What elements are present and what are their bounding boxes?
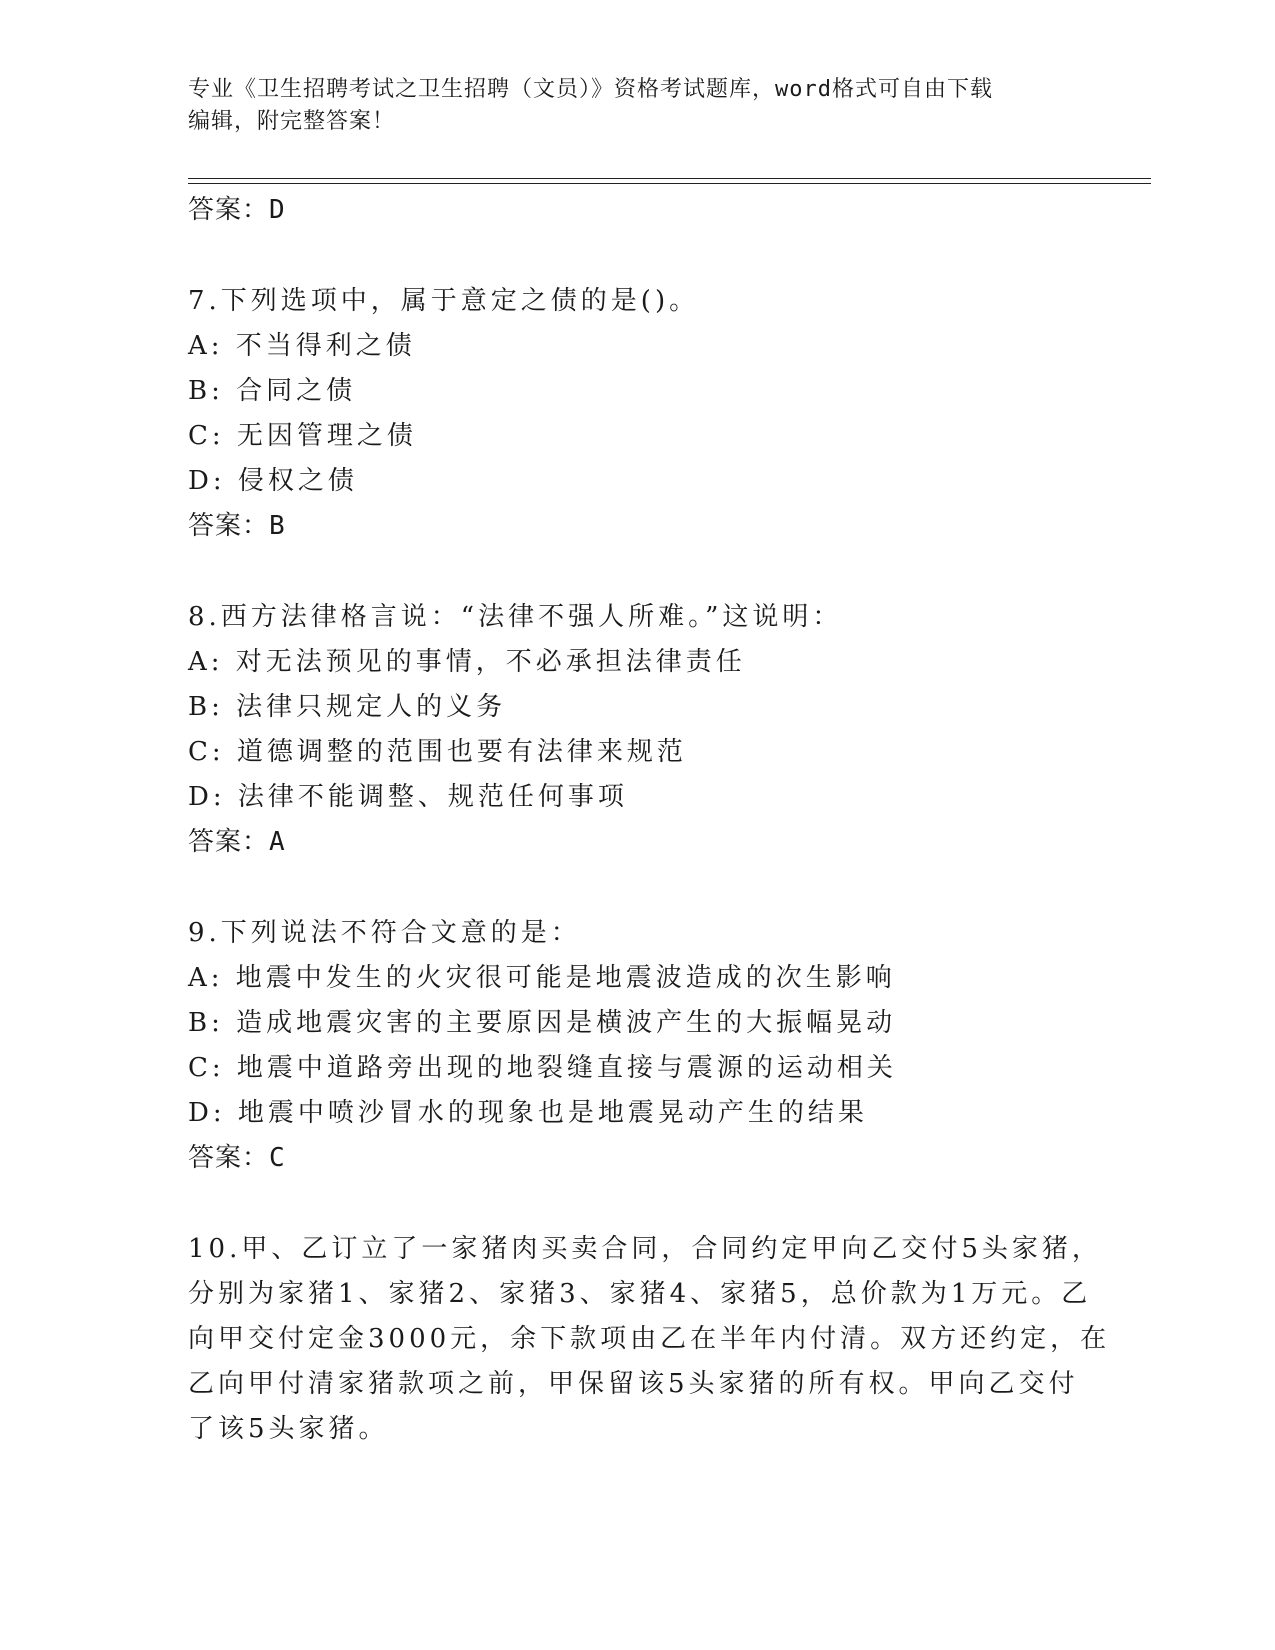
question-text-line: 向甲交付定金3000元，余下款项由乙在半年内付清。双方还约定，在 <box>188 1324 1111 1354</box>
option-c: C: 地震中道路旁出现的地裂缝直接与震源的运动相关 <box>188 1053 897 1083</box>
option-c: C: 无因管理之债 <box>188 421 417 451</box>
question-7 <box>188 279 1088 549</box>
option-d: D: 法律不能调整、规范任何事项 <box>188 782 628 812</box>
option-d: D: 地震中喷沙冒水的现象也是地震晃动产生的结果 <box>188 1098 868 1128</box>
header-line-1: 专业《卫生招聘考试之卫生招聘（文员）》资格考试题库，word格式可自由下载 <box>188 77 993 102</box>
option-a: A: 地震中发生的火灾很可能是地震波造成的次生影响 <box>188 963 896 993</box>
option-a: A: 对无法预见的事情，不必承担法律责任 <box>188 647 746 677</box>
answer-line: 答案：A <box>188 827 286 857</box>
question-text-line: 乙向甲付清家猪款项之前，甲保留该5头家猪的所有权。甲向乙交付 <box>188 1369 1079 1399</box>
question-text-line: 10.甲、乙订立了一家猪肉买卖合同，合同约定甲向乙交付5头家猪， <box>188 1234 1102 1264</box>
question-text: 7.下列选项中，属于意定之债的是()。 <box>188 286 700 316</box>
answer-line: 答案：D <box>188 195 286 225</box>
document-body <box>188 188 1111 1452</box>
header-line-2: 编辑，附完整答案！ <box>188 109 396 134</box>
header-divider-top <box>188 178 1151 179</box>
answer-line: 答案：C <box>188 1143 286 1173</box>
question-text-line: 了该5头家猪。 <box>188 1414 389 1444</box>
option-b: B: 合同之债 <box>188 376 357 406</box>
question-text-line: 分别为家猪1、家猪2、家猪3、家猪4、家猪5，总价款为1万元。乙 <box>188 1279 1092 1309</box>
document-header <box>188 74 1068 138</box>
question-8 <box>188 595 1088 865</box>
option-b: B: 法律只规定人的义务 <box>188 692 507 722</box>
option-c: C: 道德调整的范围也要有法律来规范 <box>188 737 687 767</box>
question-text: 8.西方法律格言说：“法律不强人所难。”这说明： <box>188 602 843 632</box>
question-text: 9.下列说法不符合文意的是： <box>188 918 581 948</box>
question-9 <box>188 911 1088 1181</box>
option-b: B: 造成地震灾害的主要原因是横波产生的大振幅晃动 <box>188 1008 897 1038</box>
question-10 <box>188 1227 1111 1452</box>
answer-line: 答案：B <box>188 511 286 541</box>
header-divider-bottom <box>188 183 1151 184</box>
option-a: A: 不当得利之债 <box>188 331 416 361</box>
option-d: D: 侵权之债 <box>188 466 358 496</box>
